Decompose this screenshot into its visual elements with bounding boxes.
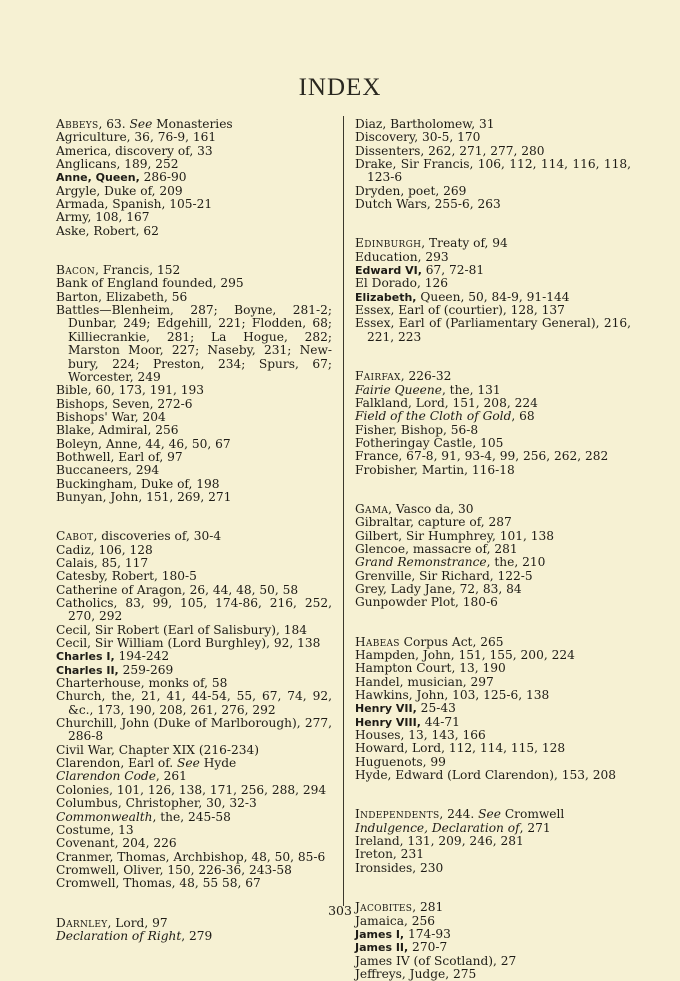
entry-italic: Declaration of Right — [56, 928, 182, 943]
index-entry — [355, 756, 631, 769]
entry-text: France, 67-8, 91, 93-4, 99, 256, 262, 282 — [355, 449, 609, 464]
entry-text: El Dorado, 126 — [355, 276, 449, 291]
entry-italic: Commonwealth — [56, 809, 153, 824]
index-entry — [355, 198, 631, 211]
index-entry — [56, 277, 332, 290]
entry-text: 286-90 — [139, 170, 187, 185]
index-entry — [355, 702, 631, 715]
entry-text: Boleyn, Anne, 44, 46, 50, 67 — [56, 436, 231, 451]
index-entry — [56, 877, 332, 890]
entry-heading: Jacobites — [355, 900, 413, 915]
entry-text: Battles—Blenheim, 287; Boyne, 281-2; Dunbar, 249; Edgehill, 221; Flodden, 68; Killiecrankie, 281; La Hogue, 282; Marston Moor, 227; Naseby, 231; New-bury, 224; Preston, 234; Spurs, 67; Worcester, 249 — [56, 303, 332, 384]
index-column-left — [56, 118, 332, 943]
index-entry — [355, 769, 631, 782]
entry-see: See — [177, 756, 200, 771]
index-entry — [355, 716, 631, 729]
entry-italic: Grand Remonstrance — [355, 555, 487, 570]
entry-text: Dissenters, 262, 271, 277, 280 — [355, 143, 545, 158]
entry-text: , the, 245-58 — [152, 809, 231, 824]
entry-text: Catesby, Robert, 180-5 — [56, 569, 197, 584]
index-entry — [56, 624, 332, 637]
entry-text: , 63. — [98, 117, 130, 131]
index-entry — [56, 478, 332, 491]
index-entry — [355, 450, 631, 463]
entry-text: 25-43 — [416, 701, 456, 716]
index-entry — [355, 636, 631, 649]
entry-text: , 244. — [439, 807, 479, 822]
entry-text: , Francis, 152 — [95, 263, 181, 278]
index-entry — [56, 797, 332, 810]
entry-text: Aske, Robert, 62 — [56, 223, 159, 238]
entry-see: See — [129, 117, 153, 131]
entry-text: , 68 — [511, 409, 535, 424]
index-entry — [56, 690, 332, 717]
entry-text: Howard, Lord, 112, 114, 115, 128 — [355, 741, 566, 756]
index-entry — [56, 864, 332, 877]
entry-text: Discovery, 30-5, 170 — [355, 130, 481, 145]
index-entry — [56, 530, 332, 543]
entry-text: Calais, 85, 117 — [56, 555, 149, 570]
entry-text: Grey, Lady Jane, 72, 83, 84 — [355, 581, 522, 596]
index-entry — [355, 291, 631, 304]
letter-gap — [355, 211, 631, 237]
index-entry — [355, 304, 631, 317]
index-entry — [56, 837, 332, 850]
entry-text: Glencoe, massacre of, 281 — [355, 541, 518, 556]
entry-heading: Cabot — [56, 529, 94, 544]
entry-text: Ironsides, 230 — [355, 860, 444, 875]
entry-text: 67, 72-81 — [421, 263, 485, 278]
entry-heading: Fairfax — [355, 369, 401, 384]
index-entry — [355, 742, 631, 755]
index-entry — [355, 556, 631, 569]
entry-text: Church, the, 21, 41, 44-54, 55, 67, 74, 92, &c., 173, 190, 208, 261, 276, 292 — [56, 689, 332, 717]
entry-text: Anglicans, 189, 252 — [56, 157, 179, 172]
entry-text: Bank of England founded, 295 — [56, 276, 244, 291]
entry-text: Hyde, Edward (Lord Clarendon), 153, 208 — [355, 768, 617, 783]
index-entry — [355, 237, 631, 250]
index-entry — [355, 264, 631, 277]
entry-text: Colonies, 101, 126, 138, 171, 256, 288, 294 — [56, 782, 327, 797]
index-entry — [355, 384, 631, 397]
entry-text: Cecil, Sir William (Lord Burghley), 92, 138 — [56, 636, 321, 651]
index-entry — [56, 544, 332, 557]
entry-text: Bishops, Seven, 272-6 — [56, 396, 193, 411]
entry-text: Falkland, Lord, 151, 208, 224 — [355, 395, 538, 410]
entry-heading: Darnley — [56, 915, 108, 930]
letter-gap — [355, 875, 631, 901]
entry-text: Buccaneers, 294 — [56, 463, 160, 478]
entry-text: Ireland, 131, 209, 246, 281 — [355, 834, 524, 849]
letter-gap — [56, 504, 332, 530]
entry-italic: Field of the Cloth of Gold — [355, 409, 512, 424]
index-entry — [355, 277, 631, 290]
page-number: 303 — [328, 903, 352, 918]
index-entry — [56, 491, 332, 504]
index-entry — [56, 438, 332, 451]
entry-text: , Treaty of, 94 — [421, 236, 508, 251]
entry-heading: Bacon — [56, 263, 96, 278]
entry-text: Agriculture, 36, 76-9, 161 — [56, 130, 217, 145]
index-entry — [56, 198, 332, 211]
index-entry — [56, 597, 332, 624]
index-entry — [56, 304, 332, 384]
entry-text: Civil War, Chapter XIX (216-234) — [56, 742, 259, 757]
index-entry — [56, 917, 332, 930]
index-entry — [355, 185, 631, 198]
entry-text: Corpus Act, 265 — [399, 634, 504, 649]
index-entry — [355, 848, 631, 861]
entry-text: Grenville, Sir Richard, 122-5 — [355, 568, 533, 583]
entry-text: Bothwell, Earl of, 97 — [56, 449, 183, 464]
entry-bold-name: Elizabeth, — [355, 290, 417, 304]
entry-text: Costume, 13 — [56, 822, 134, 837]
index-entry — [56, 158, 332, 171]
entry-text: Dryden, poet, 269 — [355, 183, 467, 198]
entry-text: Bunyan, John, 151, 269, 271 — [56, 489, 232, 504]
entry-text: Fotheringay Castle, 105 — [355, 435, 504, 450]
index-entry — [56, 570, 332, 583]
entry-text: Diaz, Bartholomew, 31 — [355, 117, 495, 131]
entry-text: Covenant, 204, 226 — [56, 836, 177, 851]
entry-text: , the, 131 — [441, 382, 501, 397]
entry-text: James IV (of Scotland), 27 — [355, 953, 517, 968]
entry-heading: Habeas — [355, 634, 400, 649]
entry-text: Ireton, 231 — [355, 847, 424, 862]
index-entry — [355, 583, 631, 596]
entry-text: Hampden, John, 151, 155, 200, 224 — [355, 648, 575, 662]
index-entry — [56, 211, 332, 224]
index-entry — [355, 835, 631, 848]
index-entry — [56, 851, 332, 864]
index-entry — [355, 822, 631, 835]
entry-text: Cecil, Sir Robert (Earl of Salisbury), 184 — [56, 622, 308, 637]
index-entry — [56, 717, 332, 744]
index-entry — [355, 516, 631, 529]
entry-bold-name: James II, — [355, 941, 409, 955]
index-entry — [56, 677, 332, 690]
entry-text: Essex, Earl of (courtier), 128, 137 — [355, 303, 565, 318]
entry-text: Essex, Earl of (Parliamentary General), 216, 221, 223 — [355, 316, 631, 344]
entry-text: Drake, Sir Francis, 106, 112, 114, 116, 118, 123-6 — [355, 157, 631, 185]
index-entry — [355, 251, 631, 264]
index-entry — [56, 264, 332, 277]
entry-text: Buckingham, Duke of, 198 — [56, 476, 220, 491]
entry-text: , 226-32 — [400, 369, 452, 384]
index-entry — [56, 664, 332, 677]
entry-text: , Lord, 97 — [107, 915, 168, 930]
entry-see: See — [478, 807, 501, 822]
column-divider — [343, 116, 344, 906]
entry-text: Charterhouse, monks of, 58 — [56, 676, 228, 691]
entry-text: Frobisher, Martin, 116-18 — [355, 462, 515, 477]
index-entry — [355, 968, 631, 981]
entry-text: Gibraltar, capture of, 287 — [355, 515, 512, 530]
entry-text: Cromwell, Oliver, 150, 226-36, 243-58 — [56, 862, 292, 877]
entry-bold-name: Henry VII, — [355, 702, 417, 716]
index-entry — [355, 530, 631, 543]
entry-text: America, discovery of, 33 — [56, 143, 213, 158]
entry-heading: Gama — [355, 501, 389, 516]
index-entry — [56, 584, 332, 597]
index-entry — [56, 557, 332, 570]
index-entry — [56, 824, 332, 837]
index-entry — [56, 451, 332, 464]
index-entry — [355, 145, 631, 158]
index-entry — [355, 317, 631, 344]
entry-text: Armada, Spanish, 105-21 — [56, 197, 213, 212]
letter-gap — [355, 610, 631, 636]
index-entry — [355, 424, 631, 437]
index-entry — [355, 808, 631, 821]
index-entry — [56, 930, 332, 943]
entry-text: 259-269 — [118, 662, 174, 677]
index-entry — [355, 503, 631, 516]
entry-text: Queen, 50, 84-9, 91-144 — [416, 289, 570, 304]
entry-text: Cadiz, 106, 128 — [56, 542, 153, 557]
entry-text: Monasteries — [152, 117, 233, 131]
entry-heading: Abbeys — [56, 117, 99, 131]
entry-text: Argyle, Duke of, 209 — [56, 183, 183, 198]
index-entry — [355, 437, 631, 450]
index-entry — [355, 676, 631, 689]
entry-text: Army, 108, 167 — [56, 210, 150, 225]
index-entry — [56, 424, 332, 437]
entry-text: , 279 — [181, 928, 213, 943]
entry-text: , discoveries of, 30-4 — [93, 529, 222, 544]
index-entry — [56, 784, 332, 797]
entry-text: Catholics, 83, 99, 105, 174-86, 216, 252, 270, 292 — [56, 596, 332, 624]
entry-text: 194-242 — [114, 649, 170, 664]
index-entry — [355, 464, 631, 477]
index-entry — [355, 410, 631, 423]
entry-text: Hawkins, John, 103, 125-6, 138 — [355, 688, 550, 703]
entry-text: Hampton Court, 13, 190 — [355, 661, 506, 676]
entry-text: Bible, 60, 173, 191, 193 — [56, 383, 205, 398]
entry-text: Jamaica, 256 — [355, 913, 435, 928]
index-entry — [56, 811, 332, 824]
index-entry — [355, 689, 631, 702]
index-entry — [355, 955, 631, 968]
index-entry — [56, 757, 332, 770]
entry-italic: Fairie Queene — [355, 382, 442, 397]
index-entry — [56, 225, 332, 238]
entry-text: , 261 — [155, 769, 187, 784]
index-entry — [355, 941, 631, 954]
entry-heading: Independents — [355, 807, 440, 822]
entry-text: Jeffreys, Judge, 275 — [355, 966, 477, 981]
index-entry — [355, 649, 631, 662]
entry-text: Handel, musician, 297 — [355, 674, 494, 689]
entry-text: Cranmer, Thomas, Archbishop, 48, 50, 85-6 — [56, 849, 326, 864]
index-entry — [56, 291, 332, 304]
page-title: INDEX — [298, 74, 382, 101]
index-entry — [355, 662, 631, 675]
entry-text: Gunpowder Plot, 180-6 — [355, 595, 498, 610]
entry-text: Dutch Wars, 255-6, 263 — [355, 197, 501, 212]
entry-text: Blake, Admiral, 256 — [56, 423, 179, 438]
index-entry — [355, 397, 631, 410]
index-entry — [355, 118, 631, 131]
index-entry — [355, 570, 631, 583]
entry-heading: Edinburgh — [355, 236, 422, 251]
index-entry — [355, 862, 631, 875]
entry-text: Cromwell, Thomas, 48, 55 58, 67 — [56, 876, 261, 891]
index-entry — [56, 650, 332, 663]
entry-bold-name: Charles II, — [56, 663, 119, 677]
entry-bold-name: James I, — [355, 927, 405, 941]
entry-text: Cromwell — [500, 807, 565, 822]
index-entry — [56, 145, 332, 158]
index-entry — [56, 744, 332, 757]
entry-text: Barton, Elizabeth, 56 — [56, 289, 188, 304]
index-entry — [56, 131, 332, 144]
index-entry — [56, 185, 332, 198]
index-entry — [355, 131, 631, 144]
entry-text: Clarendon, Earl of. — [56, 756, 178, 771]
index-entry — [56, 398, 332, 411]
letter-gap — [56, 238, 332, 264]
entry-text: Hyde — [199, 756, 237, 771]
index-entry — [56, 118, 332, 131]
index-entry — [56, 770, 332, 783]
entry-bold-name: Charles I, — [56, 650, 115, 664]
letter-gap — [355, 477, 631, 503]
index-entry — [355, 596, 631, 609]
index-entry — [355, 928, 631, 941]
entry-text: , 281 — [412, 900, 444, 915]
index-entry — [56, 411, 332, 424]
entry-text: Education, 293 — [355, 249, 449, 264]
letter-gap — [355, 782, 631, 808]
entry-text: Gilbert, Sir Humphrey, 101, 138 — [355, 528, 554, 543]
entry-text: Churchill, John (Duke of Marlborough), 277, 286-8 — [56, 716, 332, 744]
entry-text: Catherine of Aragon, 26, 44, 48, 50, 58 — [56, 582, 299, 597]
entry-bold-name: Edward VI, — [355, 264, 422, 278]
entry-text: 174-93 — [404, 926, 451, 941]
index-entry — [56, 171, 332, 184]
entry-text: , Vasco da, 30 — [388, 501, 474, 516]
letter-gap — [355, 344, 631, 370]
index-entry — [355, 370, 631, 383]
entry-bold-name: Henry VIII, — [355, 715, 421, 729]
entry-italic: Indulgence, Declaration of — [355, 820, 520, 835]
index-entry — [56, 464, 332, 477]
index-column-right — [355, 118, 631, 981]
entry-text: Bishops' War, 204 — [56, 409, 166, 424]
entry-text: Houses, 13, 143, 166 — [355, 728, 486, 743]
entry-text: Columbus, Christopher, 30, 32-3 — [56, 796, 257, 811]
entry-text: , the, 210 — [486, 555, 546, 570]
entry-bold-name: Anne, Queen, — [56, 171, 140, 185]
index-entry — [56, 384, 332, 397]
index-entry — [355, 158, 631, 185]
entry-italic: Clarendon Code — [56, 769, 156, 784]
entry-text: Fisher, Bishop, 56-8 — [355, 422, 479, 437]
index-entry — [56, 637, 332, 650]
entry-text: Huguenots, 99 — [355, 754, 446, 769]
entry-text: , 271 — [519, 820, 551, 835]
entry-text: 44-71 — [420, 714, 460, 729]
index-entry — [355, 543, 631, 556]
entry-text: 270-7 — [408, 940, 448, 955]
index-entry — [355, 729, 631, 742]
